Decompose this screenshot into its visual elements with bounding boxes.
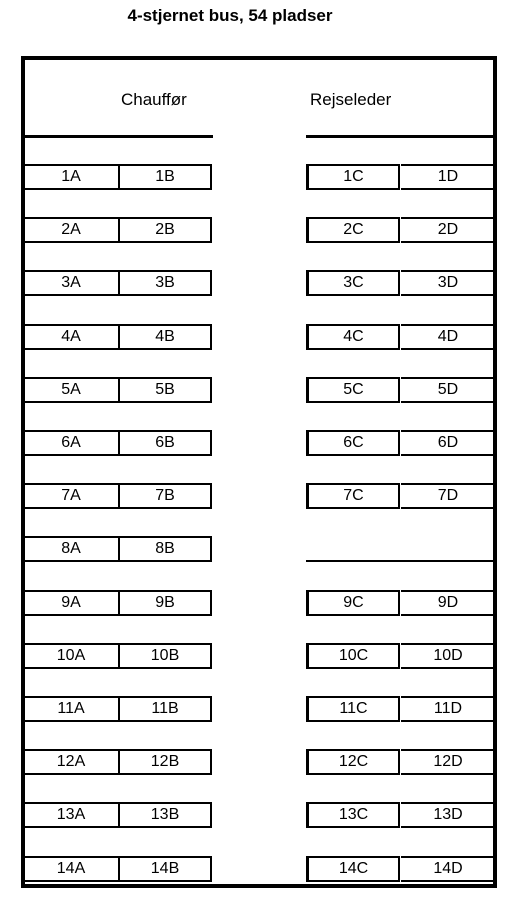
seat-13a: 13A	[24, 802, 118, 828]
seat-3a: 3A	[24, 270, 118, 296]
seat-8a: 8A	[24, 536, 118, 562]
seat-2c: 2C	[306, 217, 400, 243]
seat-11c: 11C	[306, 696, 400, 722]
seat-5d: 5D	[401, 377, 495, 403]
seat-11a: 11A	[24, 696, 118, 722]
seat-12a: 12A	[24, 749, 118, 775]
seat-1d: 1D	[401, 164, 495, 190]
seat-9c: 9C	[306, 590, 400, 616]
seat-4b: 4B	[118, 324, 212, 350]
seat-1a: 1A	[24, 164, 118, 190]
seat-9b: 9B	[118, 590, 212, 616]
empty-seat-row-line	[306, 560, 493, 562]
seat-2d: 2D	[401, 217, 495, 243]
seat-5c: 5C	[306, 377, 400, 403]
seat-7a: 7A	[24, 483, 118, 509]
seat-6c: 6C	[306, 430, 400, 456]
seat-4c: 4C	[306, 324, 400, 350]
seat-11d: 11D	[401, 696, 495, 722]
seat-11b: 11B	[118, 696, 212, 722]
seat-13d: 13D	[401, 802, 495, 828]
seat-6d: 6D	[401, 430, 495, 456]
seat-14d: 14D	[401, 856, 495, 882]
seat-14c: 14C	[306, 856, 400, 882]
guide-label: Rejseleder	[310, 90, 392, 109]
seat-5b: 5B	[118, 377, 212, 403]
seat-4a: 4A	[24, 324, 118, 350]
seat-4d: 4D	[401, 324, 495, 350]
driver-label: Chauffør	[121, 90, 187, 109]
seat-1c: 1C	[306, 164, 400, 190]
seat-12d: 12D	[401, 749, 495, 775]
seat-9a: 9A	[24, 590, 118, 616]
driver-area-divider	[25, 135, 213, 138]
seat-2b: 2B	[118, 217, 212, 243]
seat-13b: 13B	[118, 802, 212, 828]
seat-12c: 12C	[306, 749, 400, 775]
seat-12b: 12B	[118, 749, 212, 775]
guide-area-divider	[306, 135, 493, 138]
seat-9d: 9D	[401, 590, 495, 616]
seat-10c: 10C	[306, 643, 400, 669]
seat-10a: 10A	[24, 643, 118, 669]
seat-3c: 3C	[306, 270, 400, 296]
seat-14a: 14A	[24, 856, 118, 882]
seat-13c: 13C	[306, 802, 400, 828]
seat-6a: 6A	[24, 430, 118, 456]
seat-14b: 14B	[118, 856, 212, 882]
seat-10d: 10D	[401, 643, 495, 669]
seat-7c: 7C	[306, 483, 400, 509]
seat-3d: 3D	[401, 270, 495, 296]
seat-1b: 1B	[118, 164, 212, 190]
page-title: 4-stjernet bus, 54 pladser	[127, 6, 333, 25]
seat-5a: 5A	[24, 377, 118, 403]
seat-10b: 10B	[118, 643, 212, 669]
seat-2a: 2A	[24, 217, 118, 243]
seat-7d: 7D	[401, 483, 495, 509]
seat-6b: 6B	[118, 430, 212, 456]
seat-8b: 8B	[118, 536, 212, 562]
seat-7b: 7B	[118, 483, 212, 509]
seat-3b: 3B	[118, 270, 212, 296]
